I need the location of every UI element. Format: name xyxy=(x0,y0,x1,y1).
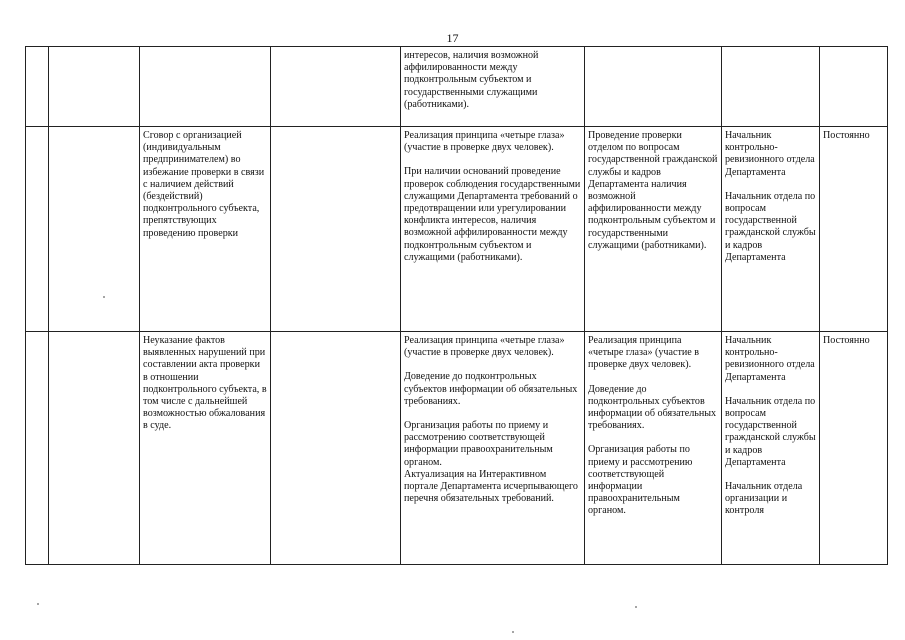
cell-risk xyxy=(140,127,271,332)
measure-text: интересов, наличия возможной аффилированности между подконтрольным субъектом и государственными служащими (работниками). xyxy=(404,50,539,110)
action-text: Доведение до подконтрольных субъектов информации об обязательных требованиях. xyxy=(588,383,717,432)
cell-responsible xyxy=(722,332,820,565)
cell-risk xyxy=(140,332,271,565)
cell-risk xyxy=(140,47,271,127)
scan-speck xyxy=(512,631,514,633)
measure-text: Организация работы по приему и рассмотрению соответствующей информации правоохранительным органом. Актуализация на Интерактивном портале Департамента исчерпывающего перечня обязательных требований. xyxy=(404,420,578,505)
cell-index xyxy=(26,127,49,332)
cell-actions xyxy=(585,47,722,127)
cell-blank xyxy=(271,127,401,332)
risk-text: Сговор с организацией (индивидуальным предпринимателем) во избежание проверки в связи с наличием действий (бездействий) подконтрольного субъекта, препятствующих проведению проверки xyxy=(143,130,265,239)
cell-deadline xyxy=(820,127,888,332)
measure-text: Реализация принципа «четыре глаза» (участие в проверке двух человек). xyxy=(404,130,565,154)
cell-index xyxy=(26,47,49,127)
responsible-text: Начальник отдела по вопросам государственной гражданской службы и кадров Департамента xyxy=(725,190,816,263)
cell-actions xyxy=(585,332,722,565)
page-number: 17 xyxy=(446,31,459,45)
scan-speck xyxy=(635,606,637,608)
table-row xyxy=(26,127,888,332)
responsible-text: Начальник контрольно-ревизионного отдела Департамента xyxy=(725,335,815,383)
cell-measures xyxy=(401,47,585,127)
table-row xyxy=(26,332,888,565)
scan-speck xyxy=(37,603,39,605)
cell-deadline xyxy=(820,332,888,565)
cell-blank xyxy=(49,127,140,332)
deadline-text: Постоянно xyxy=(823,335,870,346)
cell-actions xyxy=(585,127,722,332)
cell-blank xyxy=(49,332,140,565)
action-text: Реализация принципа «четыре глаза» (участие в проверке двух человек). xyxy=(588,335,700,371)
cell-responsible xyxy=(722,127,820,332)
deadline-text: Постоянно xyxy=(823,130,870,141)
cell-deadline xyxy=(820,47,888,127)
action-text: Проведение проверки отделом по вопросам государственной гражданской службы и кадров Департамента наличия возможной аффилированности между подконтрольным субъектом и государственными служащими (работниками). xyxy=(588,130,718,251)
cell-blank xyxy=(271,332,401,565)
table-row xyxy=(26,47,888,127)
cell-measures xyxy=(401,127,585,332)
cell-responsible xyxy=(722,47,820,127)
responsible-text: Начальник контрольно-ревизионного отдела Департамента xyxy=(725,130,815,178)
responsible-text: Начальник отдела по вопросам государственной гражданской службы и кадров Департамента xyxy=(725,395,816,468)
cell-measures xyxy=(401,332,585,565)
risk-text: Неуказание фактов выявленных нарушений при составлении акта проверки в отношении подконтрольного субъекта, в том числе с дальнейшей возможностью обжалования в суде. xyxy=(143,335,267,432)
cell-blank xyxy=(49,47,140,127)
cell-blank xyxy=(271,47,401,127)
scan-speck xyxy=(103,296,105,298)
measure-text: Доведение до подконтрольных субъектов информации об обязательных требованиях. xyxy=(404,371,578,407)
anticorruption-measures-table xyxy=(25,46,888,565)
measure-text: Реализация принципа «четыре глаза» (участие в проверке двух человек). xyxy=(404,335,565,359)
responsible-text: Начальник отдела организации и контроля xyxy=(725,481,803,517)
cell-index xyxy=(26,332,49,565)
measure-text: При наличии оснований проведение проверок соблюдения государственными служащими Департамента требований о предотвращении или урегулировании конфликта интересов, наличия возможной аффилированности между подконтрольным субъектом и служащими (работниками). xyxy=(404,166,581,263)
action-text: Организация работы по приему и рассмотрению соответствующей информации правоохранительным органом. xyxy=(588,444,693,517)
